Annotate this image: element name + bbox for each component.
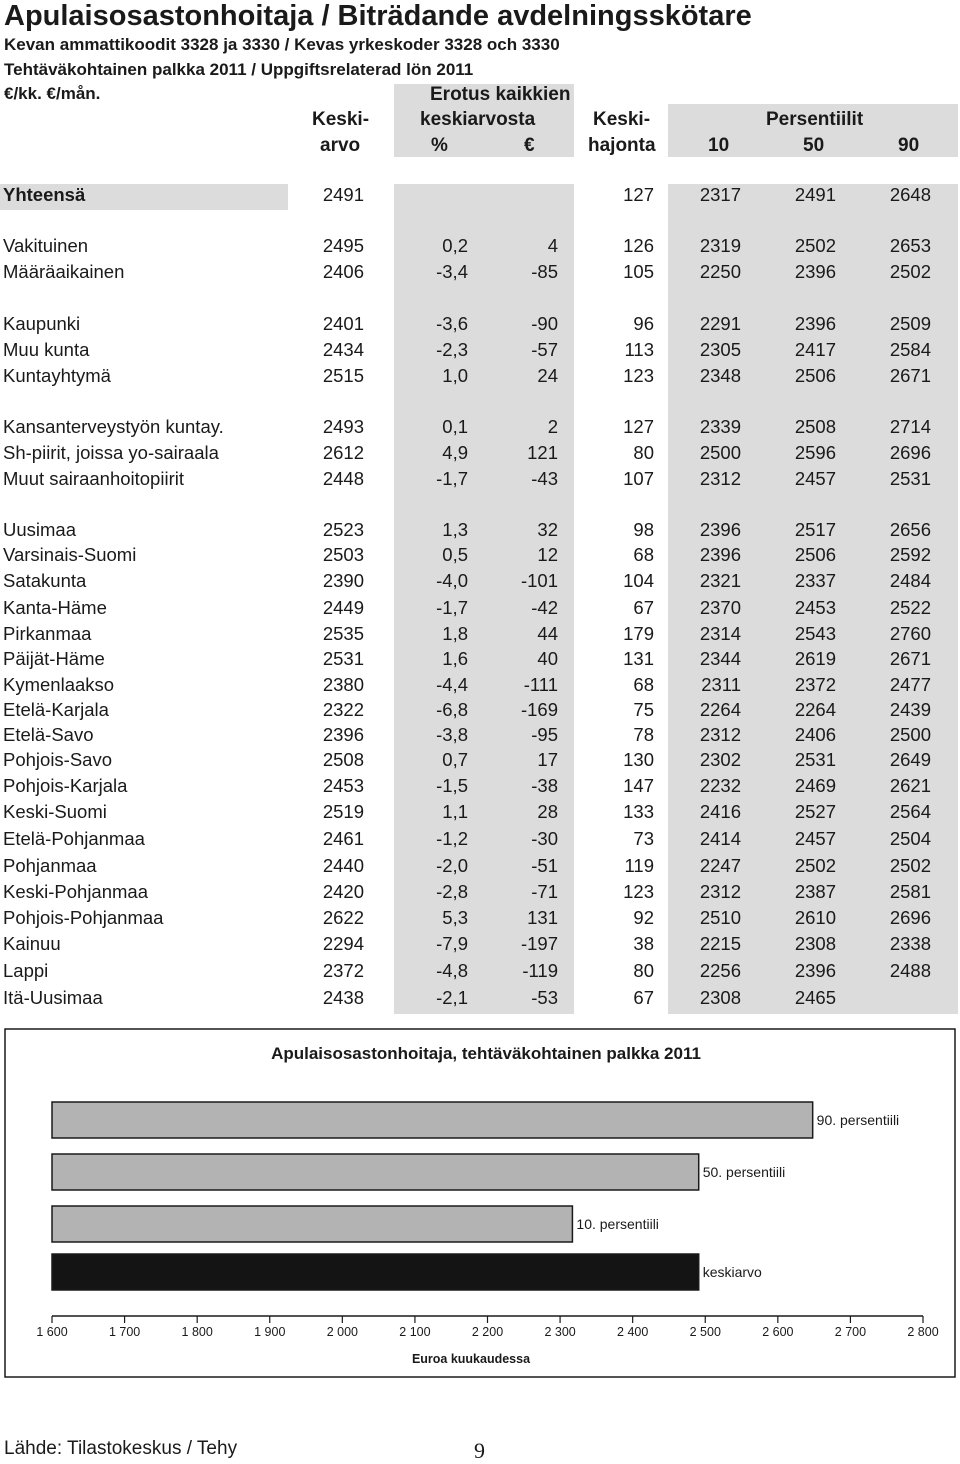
cell-hajonta: 126 <box>623 235 654 256</box>
header-erotus: Erotus kaikkien <box>430 84 571 105</box>
chart-bar <box>52 1206 572 1242</box>
cell-keskiarvo: 2612 <box>322 442 364 463</box>
table-row <box>0 987 960 1011</box>
cell-p10: 2312 <box>699 881 741 902</box>
table-row <box>0 365 960 389</box>
cell-erotus-euro: -38 <box>531 775 558 796</box>
cell-keskiarvo: 2535 <box>322 623 364 644</box>
table-row <box>0 855 960 879</box>
cell-erotus-percent: 1,8 <box>442 623 468 644</box>
cell-hajonta: 133 <box>623 801 654 822</box>
cell-p10: 2312 <box>699 468 741 489</box>
cell-p50: 2308 <box>794 933 836 954</box>
table-row <box>0 442 960 466</box>
cell-hajonta: 130 <box>623 749 654 770</box>
cell-keskiarvo: 2449 <box>322 597 364 618</box>
cell-p10: 2396 <box>699 544 741 565</box>
table-row <box>0 699 960 723</box>
cell-p10: 2348 <box>699 365 741 386</box>
cell-hajonta: 68 <box>633 674 654 695</box>
row-label: Kainuu <box>3 933 61 954</box>
cell-keskiarvo: 2519 <box>322 801 364 822</box>
cell-keskiarvo: 2508 <box>322 749 364 770</box>
cell-p90: 2531 <box>889 468 931 489</box>
chart-x-tick-label: 2 700 <box>834 1325 867 1339</box>
cell-p50: 2417 <box>794 339 836 360</box>
row-label: Vakituinen <box>3 235 89 256</box>
table-row <box>0 960 960 984</box>
cell-erotus-euro: -85 <box>531 261 558 282</box>
cell-erotus-euro: -111 <box>523 674 558 695</box>
cell-p10: 2416 <box>699 801 741 822</box>
cell-p50: 2387 <box>794 881 836 902</box>
cell-p10: 2250 <box>699 261 741 282</box>
table-row <box>0 597 960 621</box>
row-label: Varsinais-Suomi <box>3 544 137 565</box>
page-number: 9 <box>474 1438 485 1463</box>
table-row <box>0 339 960 363</box>
cell-p10: 2312 <box>699 724 741 745</box>
cell-keskiarvo: 2390 <box>322 570 364 591</box>
chart-bar <box>52 1102 813 1138</box>
cell-p90: 2502 <box>889 261 931 282</box>
cell-erotus-percent: -3,6 <box>436 313 468 334</box>
cell-keskiarvo: 2438 <box>322 987 364 1008</box>
row-label: Yhteensä <box>3 184 86 205</box>
chart-bar-label: 90. persentiili <box>816 1112 900 1128</box>
chart-x-tick-label: 2 300 <box>544 1325 576 1339</box>
cell-hajonta: 98 <box>633 519 654 540</box>
table-row <box>0 570 960 594</box>
cell-p90: 2714 <box>889 416 931 437</box>
cell-erotus-percent: 4,9 <box>442 442 468 463</box>
cell-hajonta: 78 <box>633 724 654 745</box>
cell-p50: 2517 <box>794 519 836 540</box>
row-label: Määräaikainen <box>3 261 125 282</box>
cell-p10: 2339 <box>699 416 741 437</box>
subtitle-unit: €/kk. €/mån. <box>4 84 101 103</box>
cell-erotus-euro: -169 <box>520 699 558 720</box>
row-label: Pohjanmaa <box>3 855 97 876</box>
chart-x-tick-label: 2 400 <box>617 1325 649 1339</box>
cell-p50: 2610 <box>794 907 836 928</box>
header-hajonta-top: Keski- <box>593 109 651 130</box>
cell-p10: 2500 <box>699 442 741 463</box>
cell-p10: 2215 <box>699 933 741 954</box>
cell-erotus-percent: -6,8 <box>436 699 468 720</box>
cell-erotus-euro: 131 <box>527 907 558 928</box>
cell-p50: 2396 <box>794 261 836 282</box>
chart-x-tick-label: 1 800 <box>181 1325 213 1339</box>
cell-keskiarvo: 2434 <box>322 339 364 360</box>
chart-bar <box>52 1254 699 1290</box>
cell-keskiarvo: 2493 <box>322 416 364 437</box>
cell-keskiarvo: 2440 <box>322 855 364 876</box>
cell-p50: 2531 <box>794 749 836 770</box>
cell-p90: 2671 <box>889 648 931 669</box>
cell-erotus-euro: 12 <box>537 544 558 565</box>
cell-p50: 2457 <box>794 828 836 849</box>
table-row <box>0 519 960 543</box>
subtitle-codes: Kevan ammattikoodit 3328 ja 3330 / Kevas yrkeskoder 3328 och 3330 <box>4 35 560 54</box>
cell-p10: 2319 <box>699 235 741 256</box>
cell-p90: 2522 <box>889 597 931 618</box>
cell-p50: 2491 <box>794 184 836 205</box>
cell-p50: 2527 <box>794 801 836 822</box>
cell-p90: 2648 <box>889 184 931 205</box>
cell-p10: 2414 <box>699 828 741 849</box>
row-label: Itä-Uusimaa <box>3 987 103 1008</box>
cell-erotus-euro: 121 <box>527 442 558 463</box>
cell-keskiarvo: 2396 <box>322 724 364 745</box>
row-label: Etelä-Savo <box>3 724 94 745</box>
table-row <box>0 828 960 852</box>
cell-erotus-euro: 32 <box>537 519 558 540</box>
cell-p10: 2344 <box>699 648 741 669</box>
chart-x-tick-label: 2 500 <box>689 1325 721 1339</box>
cell-hajonta: 127 <box>623 416 654 437</box>
cell-p50: 2337 <box>794 570 836 591</box>
row-label: Kansanterveystyön kuntay. <box>3 416 224 437</box>
cell-erotus-percent: -4,8 <box>436 960 468 981</box>
cell-p10: 2314 <box>699 623 741 644</box>
cell-erotus-percent: -2,1 <box>436 987 468 1008</box>
cell-erotus-euro: -53 <box>531 987 558 1008</box>
chart-x-tick-label: 2 000 <box>326 1325 358 1339</box>
header-p10: 10 <box>708 135 730 156</box>
cell-erotus-percent: -4,4 <box>436 674 468 695</box>
header-percent: % <box>431 135 448 156</box>
header-hajonta-bottom: hajonta <box>588 135 656 156</box>
cell-keskiarvo: 2531 <box>322 648 364 669</box>
cell-hajonta: 119 <box>624 855 654 876</box>
cell-keskiarvo: 2420 <box>322 881 364 902</box>
chart-bar <box>52 1154 699 1190</box>
cell-erotus-euro: -95 <box>531 724 558 745</box>
cell-erotus-percent: -2,0 <box>436 855 468 876</box>
cell-p90: 2500 <box>889 724 931 745</box>
cell-keskiarvo: 2515 <box>322 365 364 386</box>
cell-keskiarvo: 2372 <box>322 960 364 981</box>
row-label: Pirkanmaa <box>3 623 92 644</box>
cell-p10: 2321 <box>699 570 741 591</box>
chart-title: Apulaisosastonhoitaja, tehtäväkohtainen palkka 2011 <box>271 1044 701 1063</box>
cell-erotus-percent: -7,9 <box>436 933 468 954</box>
cell-p90: 2439 <box>889 699 931 720</box>
cell-keskiarvo: 2380 <box>322 674 364 695</box>
table-row <box>0 623 960 647</box>
cell-hajonta: 123 <box>623 881 654 902</box>
cell-keskiarvo: 2401 <box>322 313 364 334</box>
cell-keskiarvo: 2495 <box>322 235 364 256</box>
cell-p50: 2396 <box>794 313 836 334</box>
header-persentiilit: Persentiilit <box>766 109 864 130</box>
cell-p90: 2671 <box>889 365 931 386</box>
cell-p90: 2509 <box>889 313 931 334</box>
cell-p50: 2457 <box>794 468 836 489</box>
table-row <box>0 801 960 825</box>
cell-p10: 2264 <box>699 699 741 720</box>
cell-p50: 2543 <box>794 623 836 644</box>
row-label: Lappi <box>3 960 49 981</box>
cell-hajonta: 80 <box>633 442 654 463</box>
cell-erotus-euro: -90 <box>531 313 558 334</box>
cell-erotus-percent: -1,7 <box>436 468 468 489</box>
cell-p90: 2581 <box>889 881 931 902</box>
table-row <box>0 749 960 773</box>
chart-bar-label: 10. persentiili <box>576 1216 659 1232</box>
table-row <box>0 933 960 957</box>
cell-erotus-euro: 2 <box>547 416 558 437</box>
cell-hajonta: 80 <box>633 960 654 981</box>
cell-p90: 2477 <box>889 674 931 695</box>
cell-keskiarvo: 2491 <box>322 184 364 205</box>
page-title: Apulaisosastonhoitaja / Biträdande avdelningsskötare <box>4 0 752 32</box>
cell-erotus-euro: -101 <box>520 570 558 591</box>
cell-p50: 2406 <box>794 724 836 745</box>
cell-keskiarvo: 2503 <box>322 544 364 565</box>
table-row <box>0 907 960 931</box>
table-row <box>0 416 960 440</box>
table-row <box>0 648 960 672</box>
cell-erotus-percent: -1,5 <box>436 775 468 796</box>
row-label: Pohjois-Karjala <box>3 775 128 796</box>
cell-erotus-percent: 5,3 <box>442 907 468 928</box>
cell-keskiarvo: 2453 <box>322 775 364 796</box>
row-label: Kaupunki <box>3 313 81 334</box>
cell-p90: 2656 <box>889 519 931 540</box>
cell-p50: 2502 <box>794 855 836 876</box>
table-row <box>0 775 960 799</box>
cell-erotus-percent: 1,3 <box>442 519 468 540</box>
cell-p10: 2247 <box>699 855 741 876</box>
cell-erotus-percent: 1,6 <box>442 648 468 669</box>
chart-x-tick-label: 1 700 <box>108 1325 141 1339</box>
chart-x-tick-label: 2 600 <box>762 1325 794 1339</box>
cell-erotus-euro: 28 <box>537 801 558 822</box>
header-euro: € <box>524 135 535 156</box>
cell-p10: 2317 <box>699 184 741 205</box>
row-label: Pohjois-Pohjanmaa <box>3 907 164 928</box>
cell-hajonta: 67 <box>633 987 654 1008</box>
source-note: Lähde: Tilastokeskus / Tehy <box>4 1438 238 1459</box>
row-label: Päijät-Häme <box>3 648 105 669</box>
cell-keskiarvo: 2448 <box>322 468 364 489</box>
cell-p10: 2311 <box>701 674 741 695</box>
row-label: Muut sairaanhoitopiirit <box>3 468 184 489</box>
cell-hajonta: 179 <box>623 623 654 644</box>
cell-p10: 2396 <box>699 519 741 540</box>
chart-x-tick-label: 2 800 <box>907 1325 939 1339</box>
row-label: Uusimaa <box>3 519 76 540</box>
cell-p90: 2584 <box>889 339 931 360</box>
cell-erotus-euro: 24 <box>537 365 558 386</box>
cell-hajonta: 131 <box>623 648 654 669</box>
header-keskiarvo-bottom: arvo <box>320 135 361 156</box>
header-keskiarvo-top: Keski- <box>312 109 370 130</box>
row-label: Etelä-Karjala <box>3 699 109 720</box>
cell-hajonta: 113 <box>624 339 654 360</box>
salary-chart <box>4 1028 956 1380</box>
cell-hajonta: 75 <box>633 699 654 720</box>
cell-erotus-euro: -42 <box>531 597 558 618</box>
cell-keskiarvo: 2523 <box>322 519 364 540</box>
chart-x-tick-label: 2 200 <box>471 1325 504 1339</box>
cell-p10: 2510 <box>699 907 741 928</box>
cell-erotus-euro: -71 <box>531 881 558 902</box>
cell-hajonta: 107 <box>623 468 654 489</box>
cell-hajonta: 92 <box>633 907 654 928</box>
cell-p10: 2232 <box>699 775 741 796</box>
cell-erotus-percent: -2,3 <box>436 339 468 360</box>
cell-p50: 2506 <box>794 544 836 565</box>
cell-hajonta: 73 <box>633 828 654 849</box>
header-keskiarvosta: keskiarvosta <box>420 109 536 130</box>
cell-p50: 2619 <box>794 648 836 669</box>
cell-keskiarvo: 2461 <box>322 828 364 849</box>
cell-p10: 2370 <box>699 597 741 618</box>
header-p50: 50 <box>803 135 825 156</box>
row-label: Kymenlaakso <box>3 674 115 695</box>
row-label: Keski-Pohjanmaa <box>3 881 148 902</box>
cell-erotus-euro: -197 <box>520 933 558 954</box>
cell-p50: 2264 <box>794 699 836 720</box>
table-row <box>0 724 960 748</box>
row-label: Kanta-Häme <box>3 597 107 618</box>
cell-erotus-euro: -119 <box>522 960 558 981</box>
cell-erotus-percent: -3,8 <box>436 724 468 745</box>
row-label: Sh-piirit, joissa yo-sairaala <box>3 442 219 463</box>
cell-erotus-percent: 0,2 <box>442 235 468 256</box>
table-row <box>0 313 960 337</box>
table-row <box>0 544 960 568</box>
cell-p10: 2308 <box>699 987 741 1008</box>
cell-p90: 2592 <box>889 544 931 565</box>
cell-p50: 2596 <box>794 442 836 463</box>
cell-erotus-euro: -51 <box>531 855 558 876</box>
cell-p90: 2564 <box>889 801 931 822</box>
cell-erotus-percent: -4,0 <box>436 570 468 591</box>
cell-p50: 2469 <box>794 775 836 796</box>
cell-p50: 2502 <box>794 235 836 256</box>
row-label: Etelä-Pohjanmaa <box>3 828 145 849</box>
cell-p90: 2653 <box>889 235 931 256</box>
cell-p90: 2760 <box>889 623 931 644</box>
row-label: Muu kunta <box>3 339 90 360</box>
cell-erotus-euro: 4 <box>547 235 558 256</box>
header-p90: 90 <box>898 135 920 156</box>
cell-p50: 2465 <box>794 987 836 1008</box>
cell-erotus-percent: -1,2 <box>436 828 468 849</box>
cell-hajonta: 147 <box>623 775 654 796</box>
row-label: Keski-Suomi <box>3 801 107 822</box>
cell-erotus-euro: 17 <box>537 749 558 770</box>
cell-p90: 2621 <box>889 775 931 796</box>
cell-p10: 2291 <box>699 313 741 334</box>
chart-x-tick-label: 1 900 <box>254 1325 286 1339</box>
chart-x-tick-label: 1 600 <box>36 1325 68 1339</box>
cell-erotus-euro: -43 <box>531 468 558 489</box>
chart-x-tick-label: 2 100 <box>399 1325 431 1339</box>
cell-p90: 2502 <box>889 855 931 876</box>
cell-keskiarvo: 2294 <box>322 933 364 954</box>
cell-erotus-percent: 0,7 <box>442 749 468 770</box>
chart-x-axis-label: Euroa kuukaudessa <box>411 1352 531 1366</box>
cell-p90: 2649 <box>889 749 931 770</box>
cell-p50: 2396 <box>794 960 836 981</box>
cell-hajonta: 127 <box>623 184 654 205</box>
cell-p90: 2696 <box>889 907 931 928</box>
table-row <box>0 235 960 259</box>
cell-p10: 2305 <box>699 339 741 360</box>
table-row <box>0 881 960 905</box>
cell-hajonta: 104 <box>623 570 654 591</box>
cell-p10: 2256 <box>699 960 741 981</box>
cell-hajonta: 123 <box>623 365 654 386</box>
row-label: Satakunta <box>3 570 87 591</box>
cell-hajonta: 67 <box>633 597 654 618</box>
table-row <box>0 184 960 208</box>
cell-p90: 2488 <box>889 960 931 981</box>
cell-keskiarvo: 2622 <box>322 907 364 928</box>
cell-p50: 2506 <box>794 365 836 386</box>
subtitle-salary: Tehtäväkohtainen palkka 2011 / Uppgiftsrelaterad lön 2011 <box>4 60 474 79</box>
cell-erotus-euro: -57 <box>531 339 558 360</box>
table-row <box>0 674 960 698</box>
table-row <box>0 468 960 492</box>
cell-erotus-percent: 1,0 <box>442 365 468 386</box>
cell-p90: 2504 <box>889 828 931 849</box>
chart-bar-label: keskiarvo <box>702 1264 762 1280</box>
cell-p10: 2302 <box>699 749 741 770</box>
cell-erotus-euro: 40 <box>537 648 558 669</box>
cell-p90: 2696 <box>889 442 931 463</box>
cell-erotus-percent: 0,1 <box>442 416 468 437</box>
cell-p50: 2372 <box>794 674 836 695</box>
row-label: Pohjois-Savo <box>3 749 113 770</box>
cell-hajonta: 96 <box>633 313 654 334</box>
cell-erotus-euro: 44 <box>537 623 558 644</box>
cell-erotus-percent: -2,8 <box>436 881 468 902</box>
cell-erotus-percent: 1,1 <box>442 801 468 822</box>
chart-bar-label: 50. persentiili <box>702 1164 786 1180</box>
cell-p90: 2484 <box>889 570 931 591</box>
cell-erotus-percent: 0,5 <box>442 544 468 565</box>
cell-erotus-euro: -30 <box>531 828 558 849</box>
cell-erotus-percent: -1,7 <box>436 597 468 618</box>
cell-erotus-percent: -3,4 <box>436 261 468 282</box>
table-row <box>0 261 960 285</box>
cell-keskiarvo: 2322 <box>322 699 364 720</box>
cell-hajonta: 105 <box>623 261 654 282</box>
cell-p90: 2338 <box>889 933 931 954</box>
cell-hajonta: 38 <box>633 933 654 954</box>
cell-hajonta: 68 <box>633 544 654 565</box>
cell-p50: 2453 <box>794 597 836 618</box>
cell-keskiarvo: 2406 <box>322 261 364 282</box>
cell-p50: 2508 <box>794 416 836 437</box>
row-label: Kuntayhtymä <box>3 365 111 386</box>
